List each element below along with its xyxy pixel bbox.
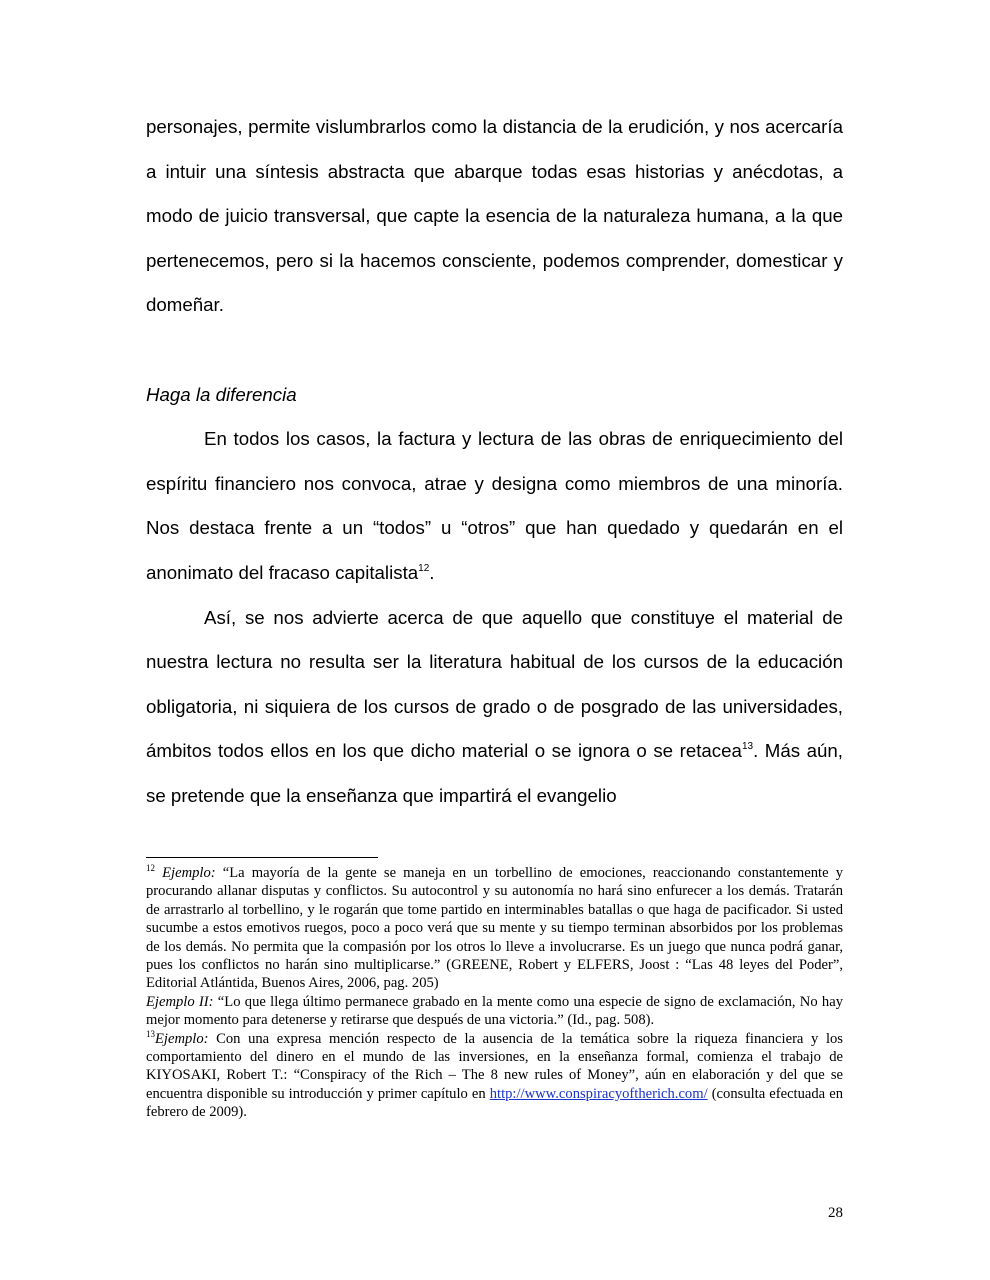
paragraph-text: Así, se nos advierte acerca de que aquello que constituye el material de nuestra lectura no resulta ser la literatura habitual de los cursos de la educación obligatoria, ni siquiera de los cursos de grado o de posgrado de las universidades, ámbitos todos ellos en los que dicho material o se ignora o se retacea [146,606,843,762]
paragraph-financial-spirit [146,417,843,595]
footnote-text: Con una expresa mención respecto de la ausencia de la temática sobre la riqueza financiera y los comportamiento del dinero en el mundo de las inversiones, en la enseñanza formal, comienza el trabajo de KIYOSAKI, Robert T.: “Conspiracy of the Rich – The 8 new rules of Money”, aún en elaboración y del que se encuentra disponible su introducción y primer capítulo en [146,1030,843,1102]
footnote-number: 13 [146,1028,155,1039]
paragraph-text: En todos los casos, la factura y lectura de las obras de enriquecimiento del espíritu financiero nos convoca, atrae y designa como miembros de una minoría. Nos destaca frente a un “todos” u “otros” que han quedado y quedarán en el anonimato del fracaso capitalista [146,428,843,583]
footnote-text-end: (consulta efectuada en febrero de 2009). [146,1085,843,1121]
conspiracy-link[interactable]: http://www.conspiracyoftherich.com/ [489,1085,708,1102]
footnotes [146,864,843,1122]
footnote-text: “Lo que llega último permanece grabado en la mente como una especie de signo de exclamación, No hay mejor momento para detenerse y retirarse que después de una victoria.” (Id., pag. 508). [146,993,843,1029]
footnote-number: 12 [146,863,155,873]
footnote-12 [146,864,843,993]
footnote-label: Ejemplo: [155,1030,209,1047]
paragraph-end: . [429,561,435,583]
footnote-label: Ejemplo: [162,865,216,881]
body-text [146,105,843,819]
paragraph-end: . Más aún, se pretende que la enseñanza que impartirá el evangelio [146,740,843,806]
paragraph-continued: personajes, permite vislumbrarlos como la distancia de la erudición, y nos acercaría a intuir una síntesis abstracta que abarque todas esas historias y anécdotas, a modo de juicio transversal, que capte la esencia de la naturaleza humana, a la que pertenecemos, pero si la hacemos consciente, podemos comprender, domesticar y domeñar. [146,116,843,316]
section-heading: Haga la diferencia [146,383,297,405]
paragraph-gap [146,328,843,373]
footnote-label: Ejemplo II: [146,993,214,1010]
paragraph-reading-material [146,596,843,819]
page-number: 28 [828,1205,843,1221]
footnote-separator [146,857,378,858]
footnote-ref-13[interactable]: 13 [741,741,754,753]
footnote-13 [146,1030,843,1122]
footnote-ref-12[interactable]: 12 [418,562,430,574]
footnote-12-example-2 [146,993,843,1030]
footnote-text: “La mayoría de la gente se maneja en un torbellino de emociones, reaccionando constantemente y procurando allanar disputas y conflictos. Su autocontrol y su autonomía no hará sino enfurecer a los demás. Tratarán de arrastrarlo al torbellino, y le rogarán que tome partido en interminables batallas o que haga de pacificador. Si usted sucumbe a estos emotivos ruegos, poco a poco verá que su mente y su tiempo terminan absorbidos por los problemas de los demás. No permita que la compasión por los otros lo lleve a involucrarse. Es un juego que nunca podrá ganar, pues los conflictos no harán sino multiplicarse.” (GREENE, Robert y ELFERS, Joost : “Las 48 leyes del Poder”, Editorial Atlántida, Buenos Aires, 2006, pag. 205) [146,865,844,992]
